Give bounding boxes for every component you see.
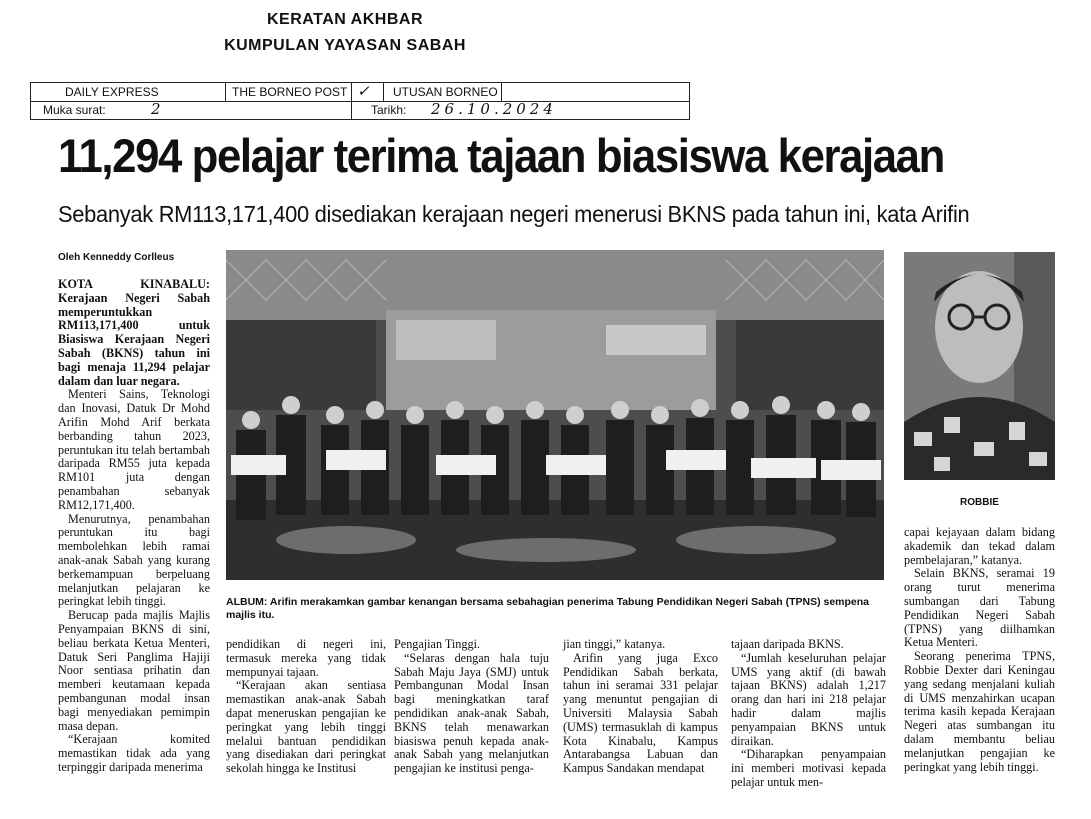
clipping-subtitle: KUMPULAN YAYASAN SABAH: [224, 37, 466, 54]
paragraph: Berucap pada majlis Majlis Penyampaian BKNS di sini, beliau berkata Ketua Menteri, Datuk Seri Panglima Hajiji Noor sentiasa prihatin dan memberi keutamaan kepada pembangunan modal insan bagi menyediakan pemimpin masa depan.: [58, 608, 210, 733]
photo-caption: ALBUM: Arifin merakamkan gambar kenangan bersama sebahagian penerima Tabung Pendidikan Negeri Sabah (TPNS) sempena majlis itu.: [226, 596, 870, 621]
article-column-5: [731, 638, 886, 790]
paper-utusan-borneo: UTUSAN BORNEO: [393, 85, 498, 99]
article-column-3: [394, 638, 549, 776]
paragraph: Menurutnya, penambahan peruntukan itu bagi membolehkan lebih ramai anak-anak Sabah yang kurang berkemampuan berpeluang melanjutkan pelajaran ke peringkat lebih tinggi.: [58, 511, 210, 609]
paper-borneo-post: THE BORNEO POST: [232, 85, 348, 99]
clipping-title: KERATAN AKHBAR: [266, 11, 424, 28]
paragraph: “Diharapkan penyampaian ini memberi motivasi kepada pelajar untuk men-: [731, 747, 886, 789]
paper-daily-express: DAILY EXPRESS: [65, 85, 159, 99]
date-value: 26.10.2024: [431, 100, 557, 118]
meta-row: [31, 101, 689, 119]
paragraph: Selain BKNS, seramai 19 orang turut menerima sumbangan dari Tabung Pendidikan Negeri Sabah (TPNS) yang diilhamkan Ketua Menteri.: [904, 566, 1055, 650]
page-label: Muka surat:: [43, 103, 106, 117]
paragraph: Menteri Sains, Teknologi dan Inovasi, Datuk Dr Mohd Arifin Mohd Arif berkata berbanding tahun 2023, peruntukan itu telah bertambah daripada RM55 juta kepada RM101 juta dengan penambahan sebanyak RM12,171,400.: [58, 387, 210, 512]
paragraph: capai kejayaan dalam bidang akademik dan tekad dalam pembelajaran,” katanya.: [904, 525, 1055, 567]
article-column-2: [226, 638, 386, 776]
article-byline: Oleh Kenneddy Corlleus: [58, 252, 175, 263]
article-column-4: [563, 638, 718, 776]
article-column-1: [58, 278, 210, 775]
article-column-6: [904, 526, 1055, 774]
page-value: 2: [151, 100, 161, 118]
publication-table: [30, 82, 690, 120]
paper-row: [31, 83, 689, 102]
paragraph: Seorang penerima TPNS, Robbie Dexter dari Keningau yang sedang menjalani kuliah di UMS menzahirkan ucapan terima kasih kepada Kerajaan Negeri atas sumbangan itu dalam membantu beliau melanjutkan pengajian ke peringkat yang lebih tinggi.: [904, 649, 1055, 774]
lead-paragraph: KOTA KINABALU: Kerajaan Negeri Sabah memperuntukkan RM113,171,400 untuk Biasiswa Kerajaan Negeri Sabah (BKNS) tahun ini bagi menaja 11,294 pelajar dalam dan luar negara.: [58, 277, 210, 388]
robbie-portrait-graphic: [904, 252, 1055, 480]
paragraph: pendidikan di negeri ini, termasuk mereka yang tidak mempunyai tajaan.: [226, 637, 386, 679]
ceremony-photo: [226, 250, 884, 580]
paragraph: Pengajian Tinggi.: [394, 637, 481, 651]
paragraph: “Selaras dengan hala tuju Sabah Maju Jaya (SMJ) untuk Pembangunan Modal Insan bagi meningkatkan taraf pendidikan anak-anak Sabah, BKNS telah menawarkan biasiswa penuh kepada anak-anak Sabah yang melanjutkan pengajian ke institusi penga-: [394, 650, 549, 776]
paragraph: jian tinggi,” katanya.: [563, 637, 666, 651]
paragraph: “Jumlah keseluruhan pelajar UMS yang aktif (di bawah tajaan BKNS) adalah 1,217 orang dan hari ini 218 pelajar hadir dalam majlis penyampaian BKNS untuk diraikan.: [731, 650, 886, 748]
selected-check-mark: ✓: [357, 82, 370, 100]
paragraph: “Kerajaan komited memastikan tidak ada yang terpinggir daripada menerima: [58, 732, 210, 774]
robbie-portrait: [904, 252, 1055, 480]
paragraph: “Kerajaan akan sentiasa memastikan anak-anak Sabah dapat meneruskan pengajian ke peringkat yang lebih tinggi melalui bantuan pendidikan yang disediakan dari peringkat sekolah hingga ke Institusi: [226, 678, 386, 776]
paragraph: Arifin yang juga Exco Pendidikan Sabah berkata, tahun ini seramai 331 pelajar yang menuntut pengajian di Universiti Malaysia Sabah (UMS) termasuklah di kampus Kota Kinabalu, Kampus Antarabangsa Labuan dan Kampus Sandakan mendapat: [563, 650, 718, 776]
portrait-label: ROBBIE: [960, 497, 999, 508]
date-label: Tarikh:: [371, 103, 407, 117]
ceremony-photo-graphic: [226, 250, 884, 580]
article-headline: 11,294 pelajar terima tajaan biasiswa kerajaan: [58, 129, 944, 182]
article-subheadline: Sebanyak RM113,171,400 disediakan kerajaan negeri menerusi BKNS pada tahun ini, kata Arifin: [58, 201, 970, 227]
paragraph: tajaan daripada BKNS.: [731, 637, 844, 651]
